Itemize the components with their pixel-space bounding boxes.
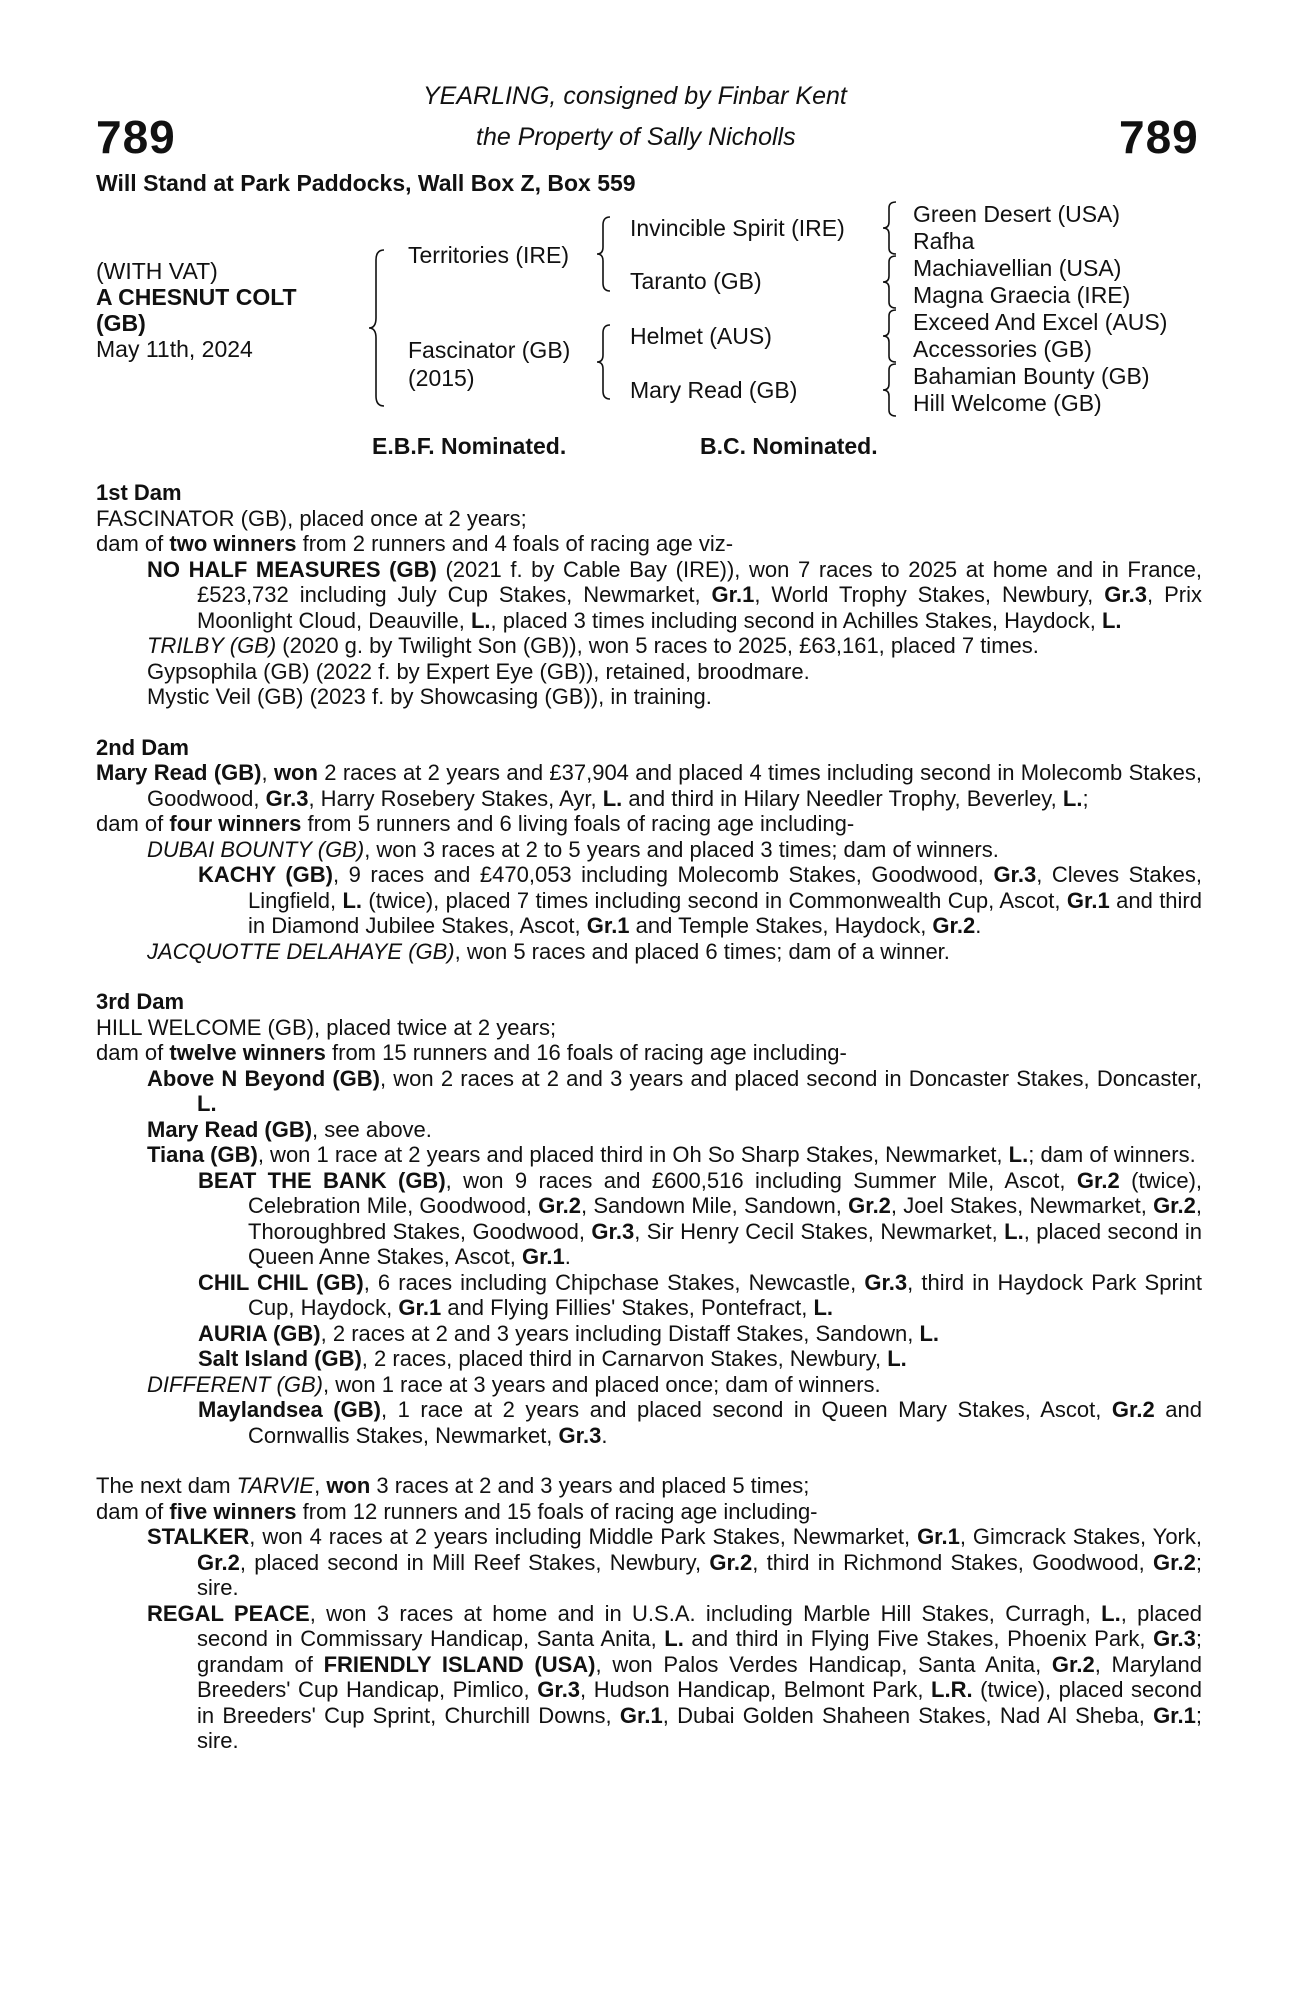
pedigree-brace-dam bbox=[596, 323, 616, 401]
horse-name-line1: A CHESNUT COLT bbox=[96, 284, 297, 310]
produce-jacquotte: JACQUOTTE DELAHAYE (GB), won 5 races and placed 6 times; dam of a winner. bbox=[147, 938, 950, 964]
lot-number-right: 789 bbox=[1119, 111, 1199, 163]
produce-dubai-bounty: DUBAI BOUNTY (GB), won 3 races at 2 to 5 years and placed 3 times; dam of winners. bbox=[147, 836, 999, 862]
produce-record bbox=[96, 480, 1202, 1754]
dam-year: (2015) bbox=[408, 365, 475, 391]
dam-dam: Mary Read (GB) bbox=[630, 377, 798, 403]
produce-above-n-beyond: Above N Beyond (GB), won 2 races at 2 and 3 years and placed second in Doncaster Stakes, Doncaster, L. bbox=[147, 1065, 1202, 1116]
produce-no-half-measures: NO HALF MEASURES (GB) (2021 f. by Cable Bay (IRE)), won 7 races to 2025 at home and in France, £523,732 including July Cup Stakes, Newmarket, Gr.1, World Trophy Stakes, Newbury, Gr.3, Prix Moonlight Cloud, Deauville, L., placed 3 times including second in Achilles Stakes, Haydock, L. bbox=[147, 556, 1203, 633]
grandsire-1: Green Desert (USA) bbox=[913, 201, 1121, 227]
ebf-nominated: E.B.F. Nominated. bbox=[372, 433, 567, 459]
grandsire-4: Magna Graecia (IRE) bbox=[913, 282, 1131, 308]
produce-trilby: TRILBY (GB) (2020 g. by Twilight Son (GB)), won 5 races to 2025, £63,161, placed 7 times. bbox=[147, 633, 1039, 658]
second-dam-title: 2nd Dam bbox=[96, 734, 189, 760]
grandsire-2: Rafha bbox=[913, 228, 975, 254]
pedigree-brace-g34 bbox=[882, 254, 902, 310]
produce-auria: AURIA (GB), 2 races at 2 and 3 years including Distaff Stakes, Sandown, L. bbox=[198, 1320, 940, 1346]
foaled-date: May 11th, 2024 bbox=[96, 336, 253, 362]
property-line: the Property of Sally Nicholls bbox=[476, 123, 796, 151]
second-dam-line: Mary Read (GB), won 2 races at 2 years and £37,904 and placed 4 times including second in Molecomb Stakes, Goodwood, Gr.3, Harry Rosebery Stakes, Ayr, L. and third in Hilary Needler Trophy, Beverley, L.; bbox=[96, 760, 1202, 811]
stand-line: Will Stand at Park Paddocks, Wall Box Z, Box 559 bbox=[96, 170, 636, 196]
second-dam-summary: dam of four winners from 5 runners and 6 living foals of racing age including- bbox=[96, 811, 855, 836]
grandsire-7: Bahamian Bounty (GB) bbox=[913, 363, 1150, 389]
next-dam-summary: dam of five winners from 12 runners and 15 foals of racing age including- bbox=[96, 1498, 818, 1524]
first-dam-line: FASCINATOR (GB), placed once at 2 years; bbox=[96, 505, 527, 531]
produce-salt-island: Salt Island (GB), 2 races, placed third in Carnarvon Stakes, Newbury, L. bbox=[198, 1346, 907, 1371]
dam-sire: Helmet (AUS) bbox=[630, 323, 772, 349]
produce-gypsophila: Gypsophila (GB) (2022 f. by Expert Eye (GB)), retained, broodmare. bbox=[147, 658, 810, 684]
produce-regal-peace: REGAL PEACE, won 3 races at home and in U.S.A. including Marble Hill Stakes, Curragh, L., placed second in Commissary Handicap, Santa Anita, L. and third in Flying Five Stakes, Phoenix Park, Gr.3; grandam of FRIENDLY ISLAND (USA), won Palos Verdes Handicap, Santa Anita, Gr.2, Maryland Breeders' Cup Handicap, Pimlico, Gr.3, Hudson Handicap, Belmont Park, L.R. (twice), placed second in Breeders' Cup Sprint, Churchill Downs, Gr.1, Dubai Golden Shaheen Stakes, Nad Al Sheba, Gr.1; sire. bbox=[147, 1600, 1203, 1753]
third-dam-title: 3rd Dam bbox=[96, 989, 185, 1014]
horse-name-line2: (GB) bbox=[96, 310, 146, 336]
vat-note: (WITH VAT) bbox=[96, 258, 218, 284]
produce-maylandsea: Maylandsea (GB), 1 race at 2 years and placed second in Queen Mary Stakes, Ascot, Gr.2 and Cornwallis Stakes, Newmarket, Gr.3. bbox=[198, 1397, 1202, 1448]
produce-chil-chil: CHIL CHIL (GB), 6 races including Chipchase Stakes, Newcastle, Gr.3, third in Haydock Park Sprint Cup, Haydock, Gr.1 and Flying Fillies' Stakes, Pontefract, L. bbox=[198, 1269, 1202, 1320]
bc-nominated: B.C. Nominated. bbox=[700, 433, 878, 459]
pedigree-brace-sire bbox=[596, 215, 616, 293]
pedigree-brace-g56 bbox=[882, 308, 902, 364]
grandsire-8: Hill Welcome (GB) bbox=[913, 390, 1102, 416]
sire-sire: Invincible Spirit (IRE) bbox=[630, 215, 845, 241]
sire: Territories (IRE) bbox=[408, 242, 570, 268]
first-dam-summary: dam of two winners from 2 runners and 4 foals of racing age viz- bbox=[96, 531, 734, 556]
lot-number-left: 789 bbox=[96, 111, 176, 163]
produce-beat-the-bank: BEAT THE BANK (GB), won 9 races and £600,516 including Summer Mile, Ascot, Gr.2 (twice), Celebration Mile, Goodwood, Gr.2, Sandown Mile, Sandown, Gr.2, Joel Stakes, Newmarket, Gr.2, Thoroughbred Stakes, Goodwood, Gr.3, Sir Henry Cecil Stakes, Newmarket, L., placed second in Queen Anne Stakes, Ascot, Gr.1. bbox=[198, 1167, 1203, 1269]
pedigree-brace-main bbox=[368, 248, 392, 408]
grandsire-5: Exceed And Excel (AUS) bbox=[913, 309, 1168, 335]
grandsire-3: Machiavellian (USA) bbox=[913, 255, 1122, 281]
grandsire-6: Accessories (GB) bbox=[913, 336, 1092, 362]
third-dam-summary: dam of twelve winners from 15 runners and 16 foals of racing age including- bbox=[96, 1040, 847, 1065]
pedigree-brace-g78 bbox=[882, 362, 902, 418]
produce-mary-read: Mary Read (GB), see above. bbox=[147, 1116, 432, 1142]
dam: Fascinator (GB) bbox=[408, 337, 571, 363]
third-dam-line: HILL WELCOME (GB), placed twice at 2 years; bbox=[96, 1014, 557, 1040]
first-dam-title: 1st Dam bbox=[96, 480, 182, 505]
sire-dam: Taranto (GB) bbox=[630, 268, 762, 294]
produce-stalker: STALKER, won 4 races at 2 years including Middle Park Stakes, Newmarket, Gr.1, Gimcrack Stakes, York, Gr.2, placed second in Mill Reef Stakes, Newbury, Gr.2, third in Richmond Stakes, Goodwood, Gr.2; sire. bbox=[147, 1524, 1202, 1600]
produce-tiana: Tiana (GB), won 1 race at 2 years and placed third in Oh So Sharp Stakes, Newmarket, L.; dam of winners. bbox=[147, 1142, 1196, 1167]
produce-kachy: KACHY (GB), 9 races and £470,053 including Molecomb Stakes, Goodwood, Gr.3, Cleves Stakes, Lingfield, L. (twice), placed 7 times including second in Commonwealth Cup, Ascot, Gr.1 and third in Diamond Jubilee Stakes, Ascot, Gr.1 and Temple Stakes, Haydock, Gr.2. bbox=[198, 862, 1203, 938]
produce-different: DIFFERENT (GB), won 1 race at 3 years and placed once; dam of winners. bbox=[147, 1371, 881, 1397]
pedigree-brace-g12 bbox=[882, 200, 902, 256]
next-dam-line: The next dam TARVIE, won 3 races at 2 and 3 years and placed 5 times; bbox=[96, 1473, 810, 1498]
produce-mystic-veil: Mystic Veil (GB) (2023 f. by Showcasing (GB)), in training. bbox=[147, 684, 712, 709]
consigned-line: YEARLING, consigned by Finbar Kent bbox=[423, 82, 847, 110]
